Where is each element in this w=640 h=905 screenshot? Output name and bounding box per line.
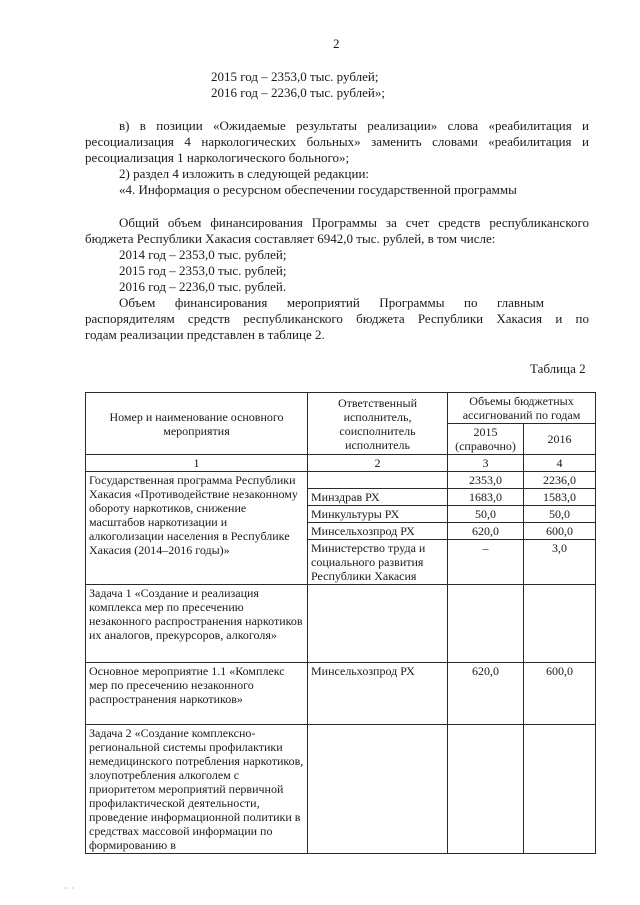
page-number: 2 <box>333 36 340 51</box>
header-name: Номер и наименование основного мероприятия <box>86 393 308 455</box>
header-executor: Ответственный исполнитель, соисполнитель исполнитель <box>308 393 448 455</box>
measure-1-1-name: Основное мероприятие 1.1 «Комплекс мер по пресечению незаконного распространения наркотиков» <box>86 663 308 725</box>
value-2015: 620,0 <box>448 523 524 540</box>
value-2016: 50,0 <box>524 506 596 523</box>
empty-cell <box>308 725 448 854</box>
text-line: 2016 год – 2236,0 тыс. рублей»; <box>211 85 385 100</box>
total-2016: 2236,0 <box>524 472 596 489</box>
year-line: 2015 год – 2353,0 тыс. рублей; <box>119 263 287 278</box>
year-line: 2014 год – 2353,0 тыс. рублей; <box>119 247 287 262</box>
executor-cell: Минсельхозпрод РХ <box>308 663 448 725</box>
paragraph-line: годам реализации представлен в таблице 2. <box>85 327 325 342</box>
header-2016: 2016 <box>524 424 596 455</box>
col-number: 4 <box>524 455 596 472</box>
empty-cell <box>524 585 596 663</box>
empty-cell <box>524 725 596 854</box>
paragraph-line: 2) раздел 4 изложить в следующей редакции: <box>119 166 370 181</box>
empty-cell <box>308 585 448 663</box>
paragraph-line: ресоциализация 1 наркологического больного»; <box>85 150 350 165</box>
col-number: 1 <box>86 455 308 472</box>
executor-cell: Минсельхозпрод РХ <box>308 523 448 540</box>
value-2015: 50,0 <box>448 506 524 523</box>
col-number: 2 <box>308 455 448 472</box>
year-line: 2016 год – 2236,0 тыс. рублей. <box>119 279 287 294</box>
paragraph-line: бюджета Республики Хакасия составляет 6942,0 тыс. рублей, в том числе: <box>85 231 496 246</box>
value-2015: – <box>448 540 524 585</box>
empty-cell <box>448 585 524 663</box>
value-2015: 1683,0 <box>448 489 524 506</box>
paragraph-line: ресоциализация 4 наркологических больных» заменить словами «реабилитация и <box>85 134 589 149</box>
total-2015: 2353,0 <box>448 472 524 489</box>
section-heading: «4. Информация о ресурсном обеспечении государственной программы <box>119 182 517 197</box>
paragraph-line: Объем финансирования мероприятий Программы по главным <box>119 295 544 310</box>
value-2016: 3,0 <box>524 540 596 585</box>
executor-cell <box>308 472 448 489</box>
table-caption: Таблица 2 <box>530 361 586 376</box>
value-2016: 600,0 <box>524 663 596 725</box>
value-2015: 620,0 <box>448 663 524 725</box>
executor-cell: Минкультуры РХ <box>308 506 448 523</box>
value-2016: 600,0 <box>524 523 596 540</box>
paragraph-line: распорядителям средств республиканского бюджета Республики Хакасия и по <box>85 311 589 326</box>
empty-cell <box>448 725 524 854</box>
paragraph-line: в) в позиции «Ожидаемые результаты реализации» слова «реабилитация и <box>119 118 589 133</box>
text-line: 2015 год – 2353,0 тыс. рублей; <box>211 69 379 84</box>
budget-table <box>85 392 596 854</box>
header-2015: 2015 (справочно) <box>448 424 524 455</box>
program-name: Государственная программа Республики Хакасия «Противодействие незаконному обороту наркотиков, снижение масштабов наркотизации и алкоголизации населения в Республике Хакасия (2014–2016 годы)» <box>86 472 308 585</box>
task-2-name: Задача 2 «Создание комплексно-региональной системы профилактики немедицинского потребления наркотиков, злоупотребления алкоголем с приоритетом мероприятий первичной профилактической деятельности, проведение информационной политики в средствах массовой информации по формированию в <box>86 725 308 854</box>
value-2016: 1583,0 <box>524 489 596 506</box>
paragraph-line: Общий объем финансирования Программы за счет средств республиканского <box>119 215 589 230</box>
header-volumes: Объемы бюджетных ассигнований по годам <box>448 393 596 424</box>
scan-artifact: ·· · <box>64 884 74 893</box>
task-1-name: Задача 1 «Создание и реализация комплекса мер по пресечению незаконного распространения наркотиков их аналогов, прекурсоров, алкоголя» <box>86 585 308 663</box>
col-number: 3 <box>448 455 524 472</box>
executor-cell: Минздрав РХ <box>308 489 448 506</box>
executor-cell: Министерство труда и социального развития Республики Хакасия <box>308 540 448 585</box>
